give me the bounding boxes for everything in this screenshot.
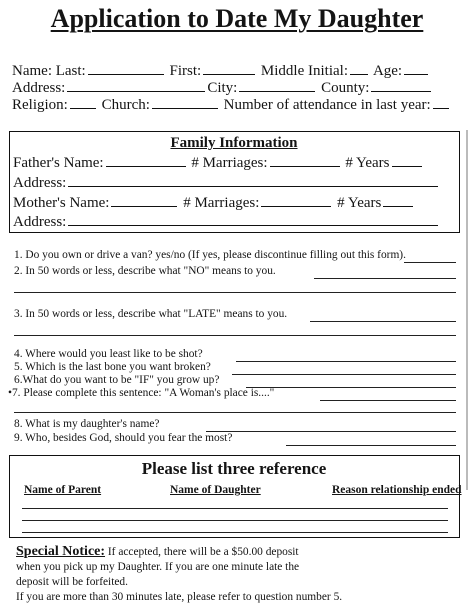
question-3: 3. In 50 words or less, describe what "LATE" means to you. (14, 308, 288, 320)
father-address-label: Address: (13, 175, 67, 191)
special-notice-line-1 (16, 544, 299, 560)
col-reason-relationship-ended: Reason relationship ended (332, 484, 462, 496)
city-label: City: (207, 80, 238, 96)
question-9: 9. Who, besides God, should you fear the most? (14, 432, 233, 444)
special-notice-label: Special Notice: (16, 544, 106, 559)
question-8: 8. What is my daughter's name? (14, 418, 160, 430)
first-name-field[interactable] (203, 62, 255, 75)
mother-marriages-field[interactable] (261, 194, 331, 207)
special-notice-text-1: If accepted, there will be a $50.00 deposit (105, 546, 299, 558)
answer-line[interactable] (14, 412, 456, 413)
special-notice-line-3: deposit will be forfeited. (16, 576, 128, 588)
answer-line[interactable] (310, 321, 456, 322)
father-years-field[interactable] (392, 154, 422, 167)
church-label: Church: (101, 97, 150, 113)
age-field[interactable] (404, 62, 428, 75)
first-name-label: First: (169, 63, 202, 79)
question-2: 2. In 50 words or less, describe what "NO" means to you. (14, 265, 276, 277)
references-heading: Please list three reference (141, 459, 327, 478)
age-label: Age: (372, 63, 403, 79)
answer-line[interactable] (404, 262, 456, 263)
answer-line[interactable] (320, 400, 456, 401)
reference-line-3[interactable] (22, 532, 448, 533)
references-box (9, 455, 460, 538)
answer-line[interactable] (286, 445, 456, 446)
question-5: 5. Which is the last bone you want broken? (14, 361, 211, 373)
city-field[interactable] (239, 79, 315, 92)
religion-row (12, 96, 451, 114)
reference-line-1[interactable] (22, 508, 448, 509)
question-4: 4. Where would you least like to be shot? (14, 348, 203, 360)
county-label: County: (321, 80, 370, 96)
name-row (12, 62, 430, 80)
father-row (13, 154, 424, 172)
answer-line[interactable] (232, 374, 456, 375)
reference-line-2[interactable] (22, 520, 448, 521)
address-label: Address: (12, 80, 66, 96)
answer-line[interactable] (314, 278, 456, 279)
question-1: 1. Do you own or drive a van? yes/no (If yes, please discontinue filling out this form). (14, 249, 406, 261)
family-info-heading: Family Information (170, 135, 298, 151)
father-address-row (13, 174, 440, 192)
answer-line[interactable] (246, 387, 456, 388)
fathers-name-label: Father's Name: (13, 155, 104, 171)
middle-initial-label: Middle Initial: (260, 63, 348, 79)
scan-edge (466, 130, 468, 490)
address-row (12, 79, 433, 97)
address-field[interactable] (67, 79, 205, 92)
mothers-name-field[interactable] (111, 194, 177, 207)
mother-address-row (13, 213, 440, 231)
family-info-box (9, 131, 460, 233)
middle-initial-field[interactable] (350, 62, 368, 75)
mother-address-label: Address: (13, 214, 67, 230)
father-years-label: # Years (345, 155, 390, 171)
father-address-field[interactable] (68, 174, 438, 187)
answer-line[interactable] (236, 361, 456, 362)
church-field[interactable] (152, 96, 218, 109)
religion-label: Religion: (12, 97, 68, 113)
attendance-field[interactable] (433, 96, 449, 109)
question-7: •7. Please complete this sentence: "A Woman's place is...." (8, 387, 275, 399)
answer-line[interactable] (14, 335, 456, 336)
last-name-label: Name: Last: (12, 63, 86, 79)
mother-row (13, 194, 415, 212)
special-notice-line-2: when you pick up my Daughter. If you are one minute late the (16, 561, 300, 573)
mothers-name-label: Mother's Name: (13, 195, 110, 211)
attendance-label: Number of attendance in last year: (223, 97, 431, 113)
question-6: 6.What do you want to be "IF" you grow up? (14, 374, 220, 386)
county-field[interactable] (371, 79, 431, 92)
fathers-name-field[interactable] (106, 154, 186, 167)
religion-field[interactable] (70, 96, 96, 109)
last-name-field[interactable] (88, 62, 164, 75)
answer-line[interactable] (206, 431, 456, 432)
special-notice-line-4: If you are more than 30 minutes late, please refer to question number 5. (16, 591, 343, 603)
col-name-of-parent: Name of Parent (24, 484, 102, 496)
father-marriages-field[interactable] (270, 154, 340, 167)
mother-marriages-label: # Marriages: (183, 195, 260, 211)
mother-years-label: # Years (337, 195, 382, 211)
page-title: Application to Date My Daughter (50, 4, 424, 33)
father-marriages-label: # Marriages: (191, 155, 268, 171)
mother-years-field[interactable] (383, 194, 413, 207)
mother-address-field[interactable] (68, 213, 438, 226)
col-name-of-daughter: Name of Daughter (170, 484, 261, 496)
answer-line[interactable] (14, 292, 456, 293)
